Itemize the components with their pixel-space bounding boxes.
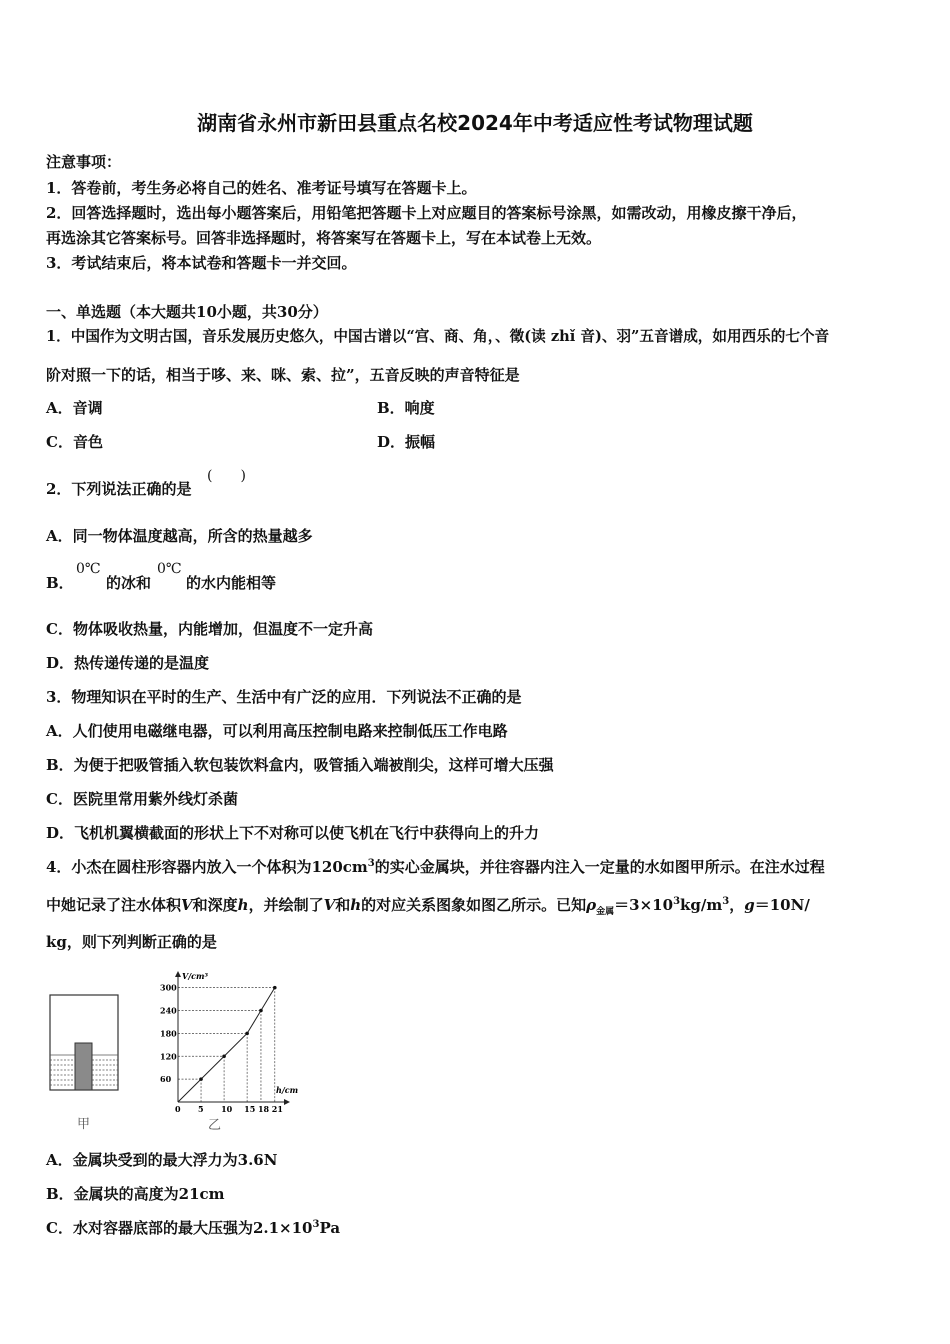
x-tick-label: 10 xyxy=(221,1104,233,1114)
q2-temp-water: 0℃ xyxy=(157,561,182,577)
q4-var-v: V xyxy=(181,896,193,914)
q4-l2-text: 中她记录了注水体积 xyxy=(46,896,182,914)
q2-temp-ice: 0℃ xyxy=(76,561,101,577)
q4-l2-text: ， xyxy=(729,896,745,914)
notice-item: 1．答卷前，考生务必将自己的姓名、准考证号填写在答题卡上。 xyxy=(46,179,477,197)
y-tick-label: 300 xyxy=(160,982,177,993)
x-tick-labels xyxy=(175,1104,283,1114)
x-tick-label: 21 xyxy=(271,1104,283,1114)
q2-option-b-suffix: 的水内能相等 xyxy=(186,574,277,592)
data-point xyxy=(259,1009,263,1013)
q4-stem-line2 xyxy=(46,895,810,915)
chart-grid xyxy=(178,988,275,1102)
y-axis-label: V/cm³ xyxy=(182,971,208,981)
q2-stem: 2．下列说法正确的是 xyxy=(46,480,192,498)
metal-block xyxy=(75,1043,92,1090)
x-tick-label: 0 xyxy=(175,1104,181,1114)
q4-l1-sup: 3 xyxy=(367,858,375,869)
q2-option-a: A．同一物体温度越高，所含的热量越多 xyxy=(46,527,313,545)
q1-option-d: D．振幅 xyxy=(377,433,436,451)
data-point xyxy=(273,986,277,990)
data-point xyxy=(199,1077,203,1081)
q1-option-c: C．音色 xyxy=(46,433,103,451)
q4-l2-text: ，并绘制了 xyxy=(248,896,324,914)
q4-l2-text: ＝10N/ xyxy=(754,896,810,914)
y-tick-labels xyxy=(160,983,177,1085)
q4-stem-line3: kg，则下列判断正确的是 xyxy=(46,933,217,951)
q4-var-v: V xyxy=(323,896,336,914)
q4-sup: 3 xyxy=(722,896,730,907)
q4-option-b: B．金属块的高度为21cm xyxy=(46,1185,225,1203)
data-point xyxy=(222,1054,226,1058)
q3-option-b: B．为便于把吸管插入软包装饮料盒内，吸管插入端被削尖，这样可增大压强 xyxy=(46,756,554,774)
q4-l1-text: 4．小杰在圆柱形容器内放入一个体积为120cm xyxy=(46,858,368,876)
q2-option-d: D．热传递传递的是温度 xyxy=(46,654,210,672)
q4-option-c-sup: 3 xyxy=(312,1219,320,1230)
q4-stem-line1 xyxy=(46,857,825,877)
q1-stem-line2: 阶对照一下的话，相当于哆、来、咪、索、拉”，五音反映的声音特征是 xyxy=(46,366,520,384)
q4-sup: 3 xyxy=(673,896,681,907)
y-tick-label: 60 xyxy=(160,1074,172,1085)
fig-label-jia: 甲 xyxy=(77,1117,91,1132)
q1-stem-line1: 1．中国作为文明古国，音乐发展历史悠久，中国古谱以“宫、商、角，、徵(读 zhǐ 音)、羽”五音谱成，如用西乐的七个音 xyxy=(46,328,830,345)
q2-option-b-prefix: B． xyxy=(46,574,74,592)
q4-l2-text: ＝3×10 xyxy=(614,896,674,914)
q2-option-b-mid: 的冰和 xyxy=(106,574,152,592)
x-tick-label: 18 xyxy=(257,1104,270,1114)
x-tick-label: 5 xyxy=(198,1104,204,1114)
q4-l1-text-b: 的实心金属块，并往容器内注入一定量的水如图甲所示。在注水过程 xyxy=(374,858,825,876)
section-heading: 一、单选题（本大题共10小题，共30分） xyxy=(46,303,328,321)
y-tick-label: 240 xyxy=(160,1005,177,1016)
q4-l2-text: 和 xyxy=(335,896,351,914)
q1-option-a: A．音调 xyxy=(46,399,103,417)
q4-rho-sub: 金属 xyxy=(596,907,615,917)
x-axis-label: h/cm xyxy=(276,1085,299,1095)
figure-yi-chart xyxy=(150,965,300,1130)
notice-item: 再选涂其它答案标号。回答非选择题时，将答案写在答题卡上，写在本试卷上无效。 xyxy=(46,229,602,247)
q3-option-c: C．医院里常用紫外线灯杀菌 xyxy=(46,790,238,808)
q4-var-h: h xyxy=(350,896,362,914)
y-axis-arrow xyxy=(175,971,181,977)
fig-label-yi: 乙 xyxy=(208,1118,222,1130)
figure-jia-container xyxy=(44,988,124,1138)
x-axis-arrow xyxy=(284,1099,290,1105)
y-tick-label: 120 xyxy=(160,1051,177,1062)
q4-option-c xyxy=(46,1218,340,1238)
q4-l2-text: 的对应关系图象如图乙所示。已知 xyxy=(361,896,587,914)
q2-option-c: C．物体吸收热量，内能增加，但温度不一定升高 xyxy=(46,620,373,638)
q3-stem: 3．物理知识在平时的生产、生活中有广泛的应用．下列说法不正确的是 xyxy=(46,688,522,706)
notice-item: 3．考试结束后，将本试卷和答题卡一并交回。 xyxy=(46,254,357,272)
notice-heading: 注意事项： xyxy=(46,153,122,171)
data-line xyxy=(178,988,275,1102)
q1-option-b: B．响度 xyxy=(377,399,435,417)
data-point xyxy=(245,1032,249,1036)
q3-option-a: A．人们使用电磁继电器，可以利用高压控制电路来控制低压工作电路 xyxy=(46,722,508,740)
q2-answer-bracket: ( ) xyxy=(207,468,246,484)
q4-var-g: g xyxy=(744,896,755,914)
x-tick-label: 15 xyxy=(244,1104,256,1114)
q4-var-h: h xyxy=(237,896,249,914)
q4-l2-text: 和深度 xyxy=(192,896,238,914)
q4-option-c-text: C．水对容器底部的最大压强为2.1×10 xyxy=(46,1219,313,1237)
q4-option-c-unit: Pa xyxy=(319,1219,341,1237)
y-tick-label: 180 xyxy=(160,1028,177,1039)
q4-l2-text: kg/m xyxy=(680,896,723,914)
page-title: 湖南省永州市新田县重点名校2024年中考适应性考试物理试题 xyxy=(197,111,753,135)
q3-option-d: D．飞机机翼横截面的形状上下不对称可以使飞机在飞行中获得向上的升力 xyxy=(46,824,540,842)
notice-item: 2．回答选择题时，选出每小题答案后，用铅笔把答题卡上对应题目的答案标号涂黑，如需改动，用橡皮擦干净后， xyxy=(46,204,807,222)
q4-var-rho: ρ xyxy=(586,896,597,914)
q4-option-a: A．金属块受到的最大浮力为3.6N xyxy=(46,1151,278,1169)
